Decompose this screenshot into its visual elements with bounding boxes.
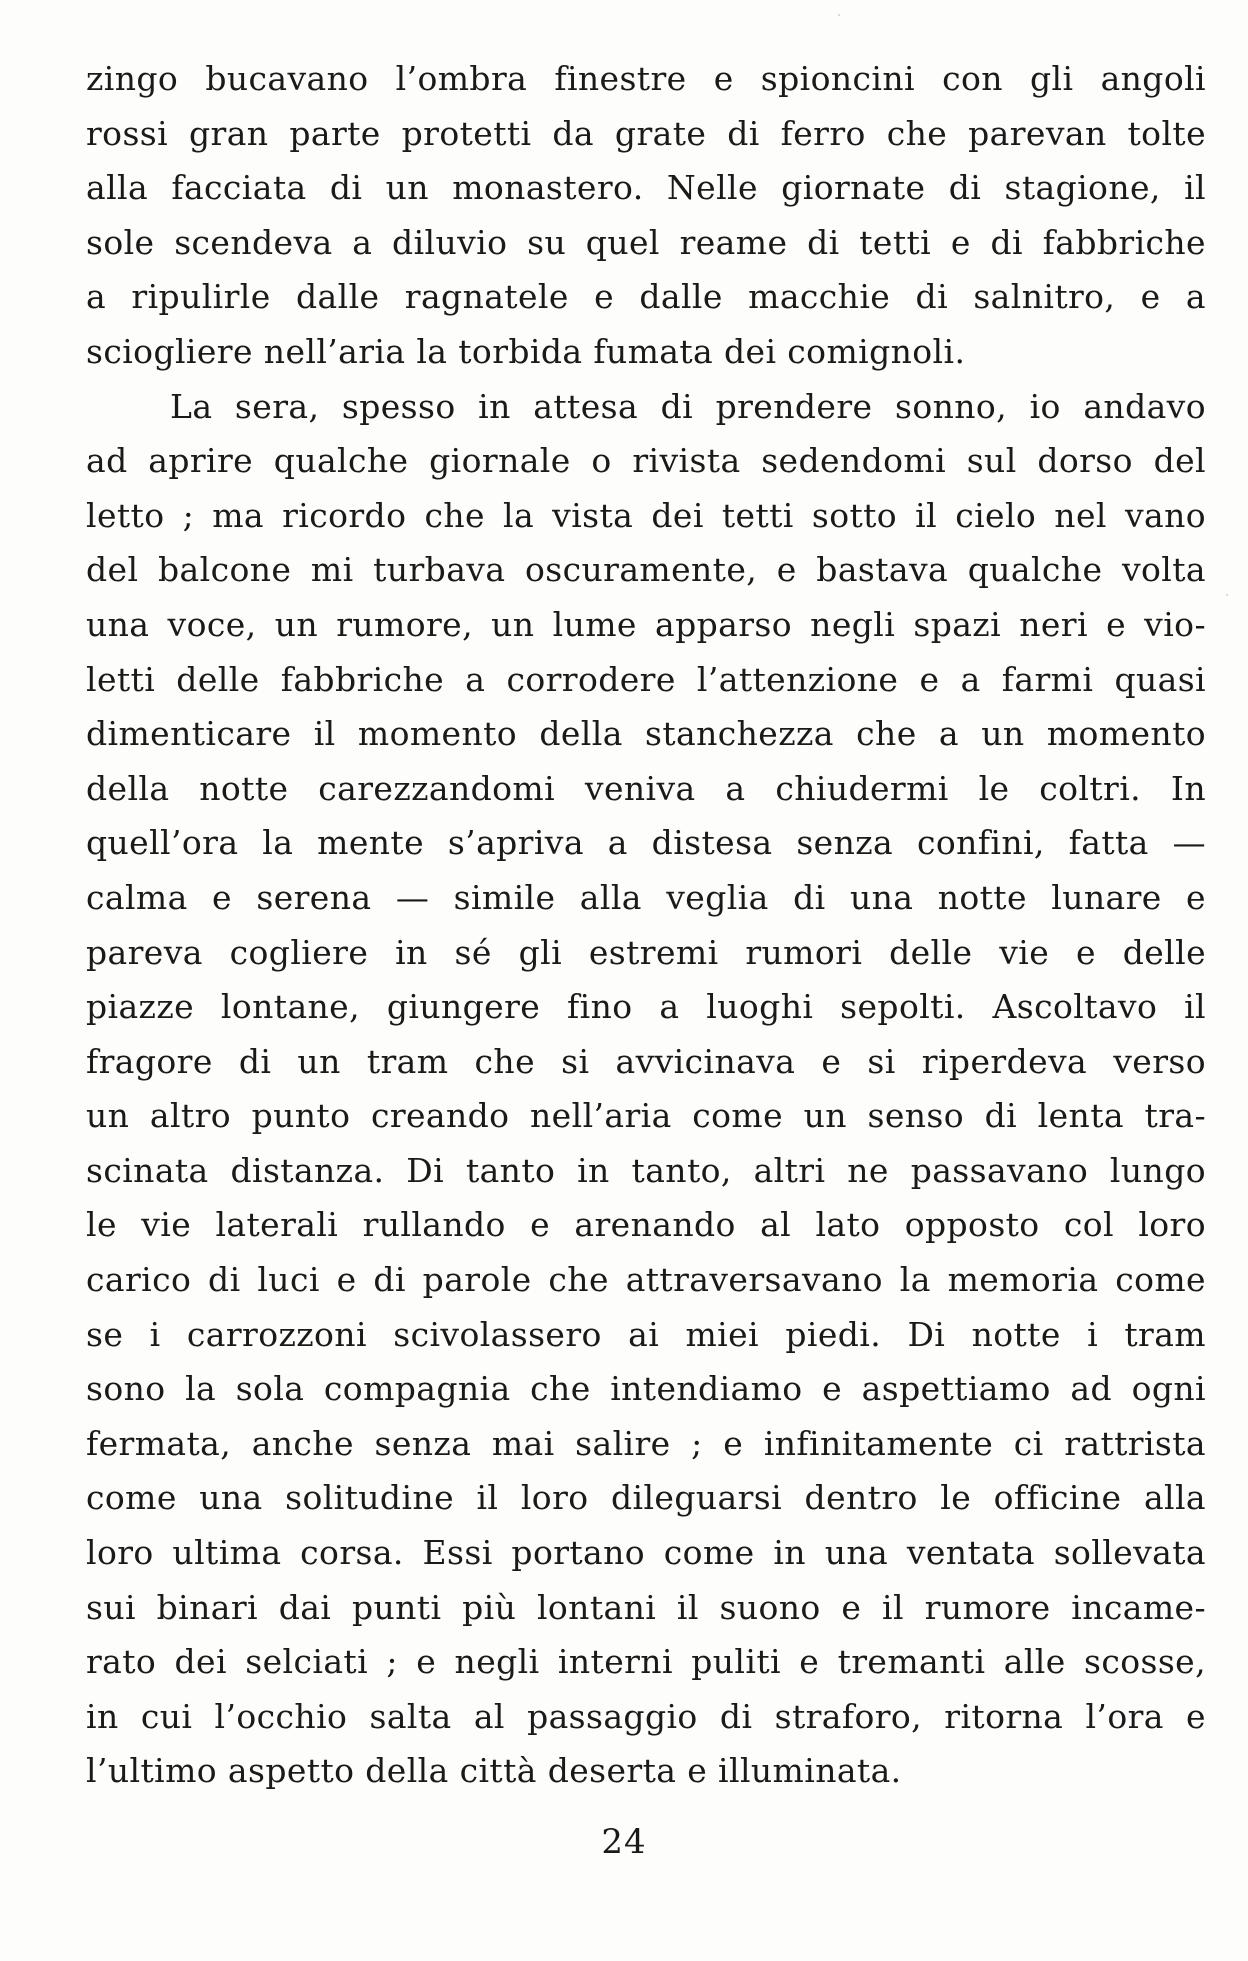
text-line: una voce, un rumore, un lume apparso negli spazi neri e vio- — [86, 604, 1206, 644]
text-line: fragore di un tram che si avvicinava e si riperdeva verso — [86, 1041, 1206, 1081]
text-line: sono la sola compagnia che intendiamo e aspettiamo ad ogni — [86, 1369, 1206, 1409]
text-line: alla facciata di un monastero. Nelle giornate di stagione, il — [86, 168, 1206, 208]
text-line: sole scendeva a diluvio su quel reame di tetti e di fabbriche — [86, 222, 1206, 262]
text-line: carico di luci e di parole che attraversavano la memoria come — [86, 1260, 1206, 1300]
text-line: scinata distanza. Di tanto in tanto, altri ne passavano lungo — [86, 1150, 1206, 1190]
text-line: zingo bucavano l’ombra finestre e spioncini con gli angoli — [86, 59, 1206, 98]
text-line: letto ; ma ricordo che la vista dei tetti sotto il cielo nel vano — [86, 495, 1206, 535]
text-line: dimenticare il momento della stanchezza che a un momento — [86, 714, 1206, 754]
text-line: calma e serena — simile alla veglia di una notte lunare e — [86, 877, 1206, 917]
paper-speck — [838, 14, 840, 16]
text-line: sui binari dai punti più lontani il suono e il rumore incame- — [86, 1587, 1206, 1627]
text-line: se i carrozzoni scivolassero ai miei piedi. Di notte i tram — [86, 1314, 1206, 1354]
paper-speck — [1226, 594, 1228, 596]
text-line: letti delle fabbriche a corrodere l’attenzione e a farmi quasi — [86, 659, 1206, 699]
text-line: sciogliere nell’aria la torbida fumata dei comignoli. — [86, 331, 966, 371]
text-line: La sera, spesso in attesa di prendere sonno, io andavo — [170, 386, 1206, 426]
text-line: loro ultima corsa. Essi portano come in una ventata sollevata — [86, 1533, 1206, 1573]
text-line: ad aprire qualche giornale o rivista sedendomi sul dorso del — [86, 441, 1206, 481]
text-line: un altro punto creando nell’aria come un senso di lenta tra- — [86, 1096, 1206, 1136]
text-line: le vie laterali rullando e arenando al lato opposto col loro — [86, 1205, 1206, 1245]
text-line: rato dei selciati ; e negli interni puliti e tremanti alle scosse, — [86, 1642, 1206, 1682]
text-line: piazze lontane, giungere fino a luoghi sepolti. Ascoltavo il — [86, 987, 1206, 1027]
page-number: 24 — [601, 1822, 647, 1862]
text-line: fermata, anche senza mai salire ; e infinitamente ci rattrista — [86, 1423, 1206, 1463]
text-line: della notte carezzandomi veniva a chiudermi le coltri. In — [86, 768, 1206, 808]
body-text — [86, 52, 1206, 1799]
text-line: pareva cogliere in sé gli estremi rumori delle vie e delle — [86, 932, 1206, 972]
text-line: in cui l’occhio salta al passaggio di straforo, ritorna l’ora e — [86, 1696, 1206, 1736]
text-line: rossi gran parte protetti da grate di ferro che parevan tolte — [86, 113, 1206, 153]
text-line: come una solitudine il loro dileguarsi dentro le officine alla — [86, 1478, 1206, 1518]
text-line: a ripulirle dalle ragnatele e dalle macchie di salnitro, e a — [86, 277, 1206, 317]
text-line: del balcone mi turbava oscuramente, e bastava qualche volta — [86, 550, 1206, 590]
text-line: l’ultimo aspetto della città deserta e illuminata. — [86, 1751, 902, 1791]
text-line: quell’ora la mente s’apriva a distesa senza confini, fatta — — [86, 823, 1206, 863]
